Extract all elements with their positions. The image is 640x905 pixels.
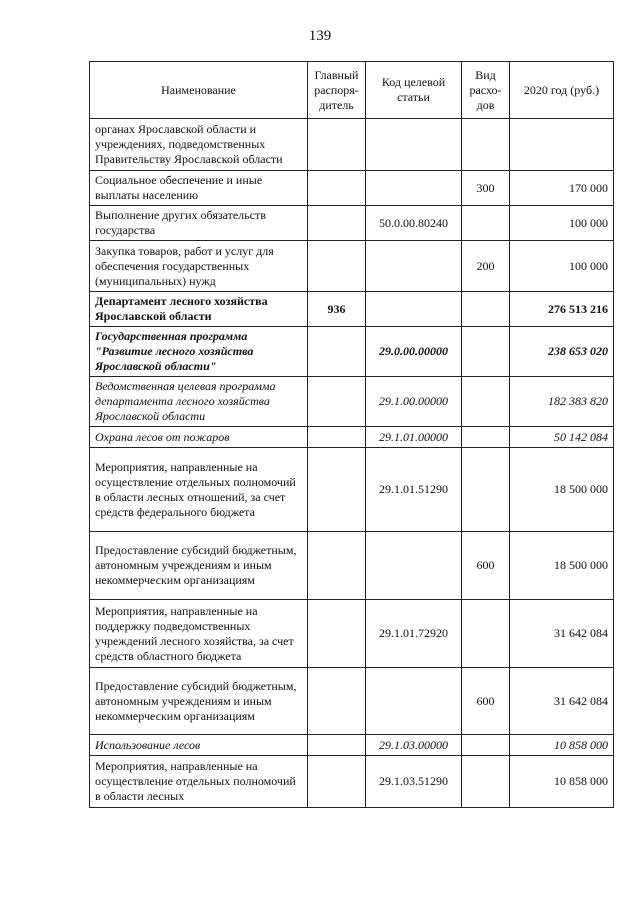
header-target-code: Код целевой статьи — [366, 62, 462, 119]
row-main-manager — [308, 448, 366, 532]
row-name: Предоставление субсидий бюджетным, автономным учреждениям и иным некоммерческим организациям — [90, 668, 308, 735]
row-name: Предоставление субсидий бюджетным, автономным учреждениям и иным некоммерческим организациям — [90, 532, 308, 600]
table-row — [90, 327, 614, 377]
page-number: 139 — [308, 28, 332, 44]
row-expense-type — [462, 206, 510, 241]
row-name: Ведомственная целевая программа департамента лесного хозяйства Ярославской области — [90, 377, 308, 427]
header-name: Наименование — [90, 62, 308, 119]
table-row — [90, 206, 614, 241]
row-main-manager — [308, 600, 366, 668]
row-expense-type — [462, 327, 510, 377]
row-amount-2020: 31 642 084 — [510, 600, 614, 668]
row-amount-2020 — [510, 119, 614, 171]
row-name: Мероприятия, направленные на осуществление отдельных полномочий в области лесных отношений, за счет средств федерального бюджета — [90, 448, 308, 532]
table-row — [90, 171, 614, 206]
row-expense-type — [462, 756, 510, 808]
row-target-code — [366, 668, 462, 735]
row-main-manager — [308, 241, 366, 292]
row-name: Охрана лесов от пожаров — [90, 427, 308, 448]
table-row — [90, 448, 614, 532]
row-target-code: 29.1.03.00000 — [366, 735, 462, 756]
table-row — [90, 735, 614, 756]
row-amount-2020: 170 000 — [510, 171, 614, 206]
row-expense-type: 200 — [462, 241, 510, 292]
row-target-code — [366, 119, 462, 171]
row-name: Государственная программа "Развитие лесного хозяйства Ярославской области" — [90, 327, 308, 377]
row-target-code: 29.1.01.51290 — [366, 448, 462, 532]
row-expense-type — [462, 119, 510, 171]
row-expense-type — [462, 600, 510, 668]
row-main-manager — [308, 377, 366, 427]
row-amount-2020: 182 383 820 — [510, 377, 614, 427]
header-main-manager: Главный распоря-дитель — [308, 62, 366, 119]
row-target-code: 50.0.00.80240 — [366, 206, 462, 241]
row-expense-type — [462, 735, 510, 756]
row-main-manager: 936 — [308, 292, 366, 327]
table-row — [90, 756, 614, 808]
row-target-code: 29.0.00.00000 — [366, 327, 462, 377]
row-target-code — [366, 292, 462, 327]
table-row — [90, 119, 614, 171]
table-header — [90, 62, 614, 119]
header-year-2020: 2020 год (руб.) — [510, 62, 614, 119]
row-target-code: 29.1.03.51290 — [366, 756, 462, 808]
table-row — [90, 427, 614, 448]
row-target-code: 29.1.01.00000 — [366, 427, 462, 448]
table-row — [90, 241, 614, 292]
row-expense-type: 600 — [462, 668, 510, 735]
row-amount-2020: 18 500 000 — [510, 448, 614, 532]
row-amount-2020: 10 858 000 — [510, 735, 614, 756]
row-main-manager — [308, 206, 366, 241]
row-main-manager — [308, 756, 366, 808]
row-name: Выполнение других обязательств государства — [90, 206, 308, 241]
row-name: Департамент лесного хозяйства Ярославской области — [90, 292, 308, 327]
header-row — [90, 62, 614, 119]
row-main-manager — [308, 171, 366, 206]
row-expense-type — [462, 292, 510, 327]
row-amount-2020: 100 000 — [510, 206, 614, 241]
row-amount-2020: 276 513 216 — [510, 292, 614, 327]
table-row — [90, 600, 614, 668]
row-expense-type: 600 — [462, 532, 510, 600]
header-expense-type: Вид расхо-дов — [462, 62, 510, 119]
row-name: Использование лесов — [90, 735, 308, 756]
row-amount-2020: 238 653 020 — [510, 327, 614, 377]
row-target-code — [366, 171, 462, 206]
row-main-manager — [308, 668, 366, 735]
row-expense-type — [462, 427, 510, 448]
row-target-code — [366, 532, 462, 600]
table-body — [90, 119, 614, 808]
budget-table — [89, 61, 614, 808]
row-target-code: 29.1.01.72920 — [366, 600, 462, 668]
table-row — [90, 532, 614, 600]
row-name: Закупка товаров, работ и услуг для обеспечения государственных (муниципальных) нужд — [90, 241, 308, 292]
row-main-manager — [308, 327, 366, 377]
row-amount-2020: 18 500 000 — [510, 532, 614, 600]
table-row — [90, 377, 614, 427]
row-amount-2020: 10 858 000 — [510, 756, 614, 808]
row-name: Мероприятия, направленные на поддержку подведомственных учреждений лесного хозяйства, за счет средств областного бюджета — [90, 600, 308, 668]
row-main-manager — [308, 532, 366, 600]
table-row — [90, 668, 614, 735]
row-amount-2020: 31 642 084 — [510, 668, 614, 735]
row-main-manager — [308, 119, 366, 171]
row-name: Социальное обеспечение и иные выплаты населению — [90, 171, 308, 206]
table-row — [90, 292, 614, 327]
row-target-code — [366, 241, 462, 292]
row-main-manager — [308, 427, 366, 448]
row-expense-type — [462, 448, 510, 532]
row-name: органах Ярославской области и учреждениях, подведомственных Правительству Ярославской области — [90, 119, 308, 171]
row-amount-2020: 50 142 084 — [510, 427, 614, 448]
row-expense-type: 300 — [462, 171, 510, 206]
row-name: Мероприятия, направленные на осуществление отдельных полномочий в области лесных — [90, 756, 308, 808]
row-amount-2020: 100 000 — [510, 241, 614, 292]
row-expense-type — [462, 377, 510, 427]
row-target-code: 29.1.00.00000 — [366, 377, 462, 427]
row-main-manager — [308, 735, 366, 756]
